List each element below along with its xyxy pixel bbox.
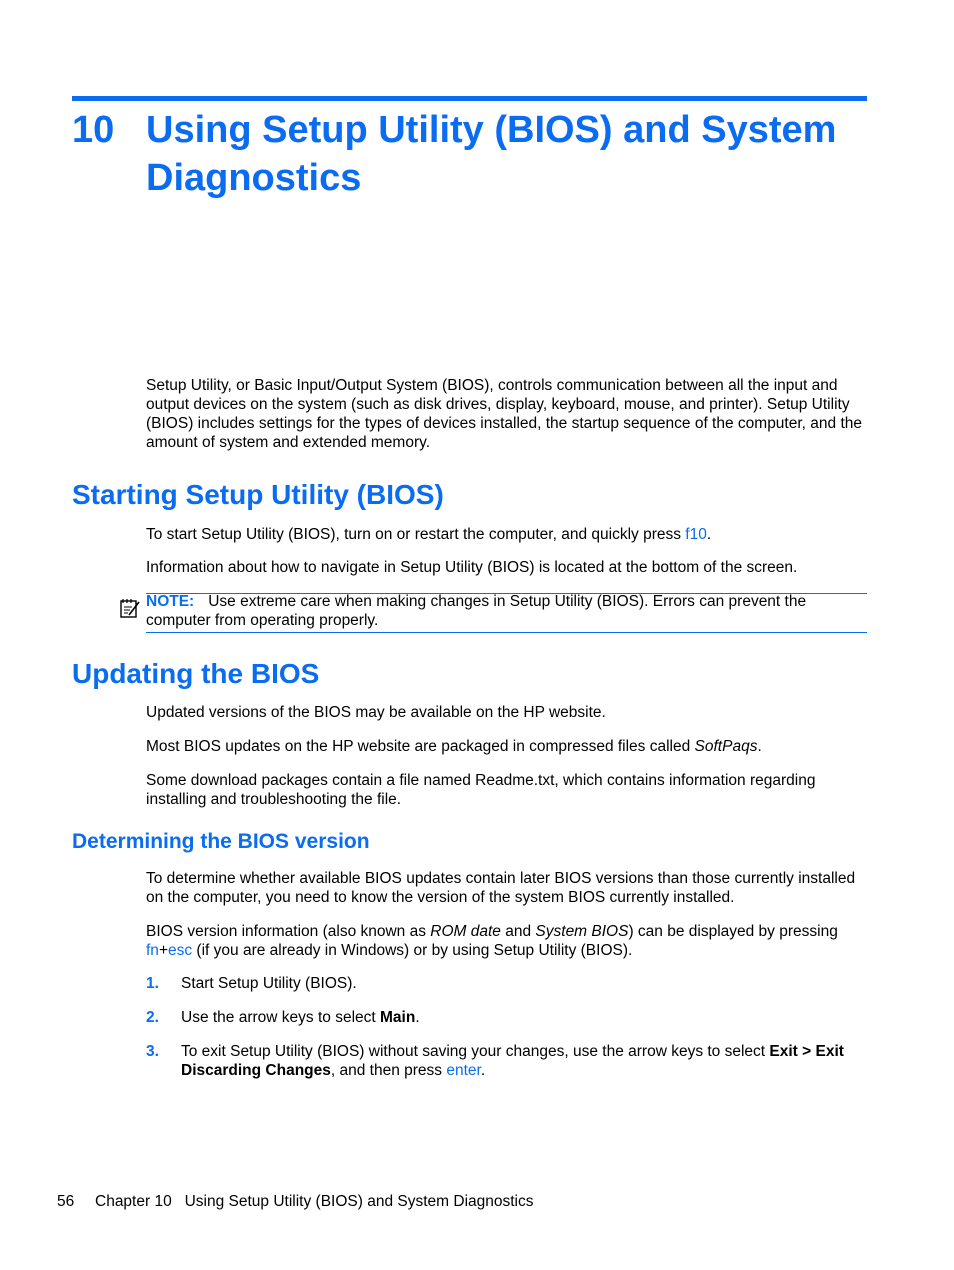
step-2-text — [181, 1008, 861, 1027]
start-text-end: . — [706, 526, 712, 543]
start-paragraph-2 — [146, 558, 866, 577]
key-fn: fn — [146, 942, 159, 959]
step-3-text — [181, 1042, 861, 1080]
system-bios-term: System BIOS — [535, 923, 629, 940]
version-paragraph-2 — [146, 922, 866, 960]
note-text: Use extreme care when making changes in Setup Utility (BIOS). Errors can prevent the computer from operating properly. — [146, 593, 807, 629]
intro-paragraph — [146, 376, 866, 452]
menu-main: Main — [380, 1009, 416, 1026]
version-paragraph-1 — [146, 869, 866, 907]
version-text-c: ) can be displayed by pressing — [628, 923, 838, 940]
note-pad-icon — [118, 596, 142, 620]
heading-updating-bios: Updating the BIOS — [72, 658, 320, 689]
start-paragraph-1 — [146, 525, 866, 544]
version-text-a: BIOS version information (also known as — [146, 923, 431, 940]
softpaqs-term: SoftPaqs — [694, 738, 758, 755]
step-2-number: 2. — [146, 1009, 159, 1026]
step-3-end: . — [480, 1062, 486, 1079]
update-text-2: Most BIOS updates on the HP website are packaged in compressed files called — [146, 738, 695, 755]
step-2-end: . — [415, 1009, 420, 1026]
update-paragraph-1 — [146, 703, 866, 722]
version-text-1: To determine whether available BIOS updates contain later BIOS versions than those currently installed on the computer, you need to know the version of the system BIOS currently installed. — [146, 870, 856, 906]
step-1-text: Start Setup Utility (BIOS). — [181, 975, 357, 992]
note-label: NOTE: — [146, 593, 195, 610]
update-text-2-end: . — [757, 738, 762, 755]
step-3-number: 3. — [146, 1043, 159, 1060]
heading-determining-version: Determining the BIOS version — [72, 830, 370, 853]
update-paragraph-2 — [146, 737, 866, 756]
rom-date-term: ROM date — [430, 923, 501, 940]
start-text: To start Setup Utility (BIOS), turn on or restart the computer, and quickly press — [146, 526, 686, 543]
step-3-lead: To exit Setup Utility (BIOS) without saving your changes, use the arrow keys to select — [181, 1043, 770, 1060]
chapter-title: Using Setup Utility (BIOS) and System Diagnostics — [146, 109, 837, 199]
update-text-3: Some download packages contain a file named Readme.txt, which contains information regarding installing and troubleshooting the file. — [146, 772, 816, 808]
menu-exit-discarding: Exit > Exit Discarding Changes — [181, 1043, 844, 1079]
step-1-number: 1. — [146, 975, 159, 992]
update-paragraph-3 — [146, 771, 866, 809]
navigate-text: Information about how to navigate in Setup Utility (BIOS) is located at the bottom of the screen. — [146, 559, 798, 576]
footer-chapter-text: Chapter 10 Using Setup Utility (BIOS) and System Diagnostics — [95, 1193, 534, 1210]
chapter-number: 10 — [72, 109, 115, 151]
plus-sign: + — [158, 942, 168, 959]
intro-text: Setup Utility, or Basic Input/Output System (BIOS), controls communication between all the input and output devices on the system (such as disk drives, display, keyboard, mouse, and printer). Setup Utility (BIOS) includes settings for the types of devices installed, the startup sequence of the computer, and the amount of system and extended memory. — [146, 377, 862, 451]
note-content — [146, 592, 866, 630]
step-3-mid: , and then press — [330, 1062, 447, 1079]
key-enter: enter — [446, 1062, 481, 1079]
update-text-1: Updated versions of the BIOS may be available on the HP website. — [146, 704, 606, 721]
version-text-b: and — [500, 923, 536, 940]
page-number: 56 — [57, 1193, 75, 1210]
heading-starting-setup: Starting Setup Utility (BIOS) — [72, 479, 444, 510]
chapter-rule — [72, 96, 867, 101]
version-text-d: (if you are already in Windows) or by using Setup Utility (BIOS). — [192, 942, 633, 959]
key-f10: f10 — [685, 526, 707, 543]
step-2-lead: Use the arrow keys to select — [181, 1009, 380, 1026]
key-esc: esc — [168, 942, 193, 959]
